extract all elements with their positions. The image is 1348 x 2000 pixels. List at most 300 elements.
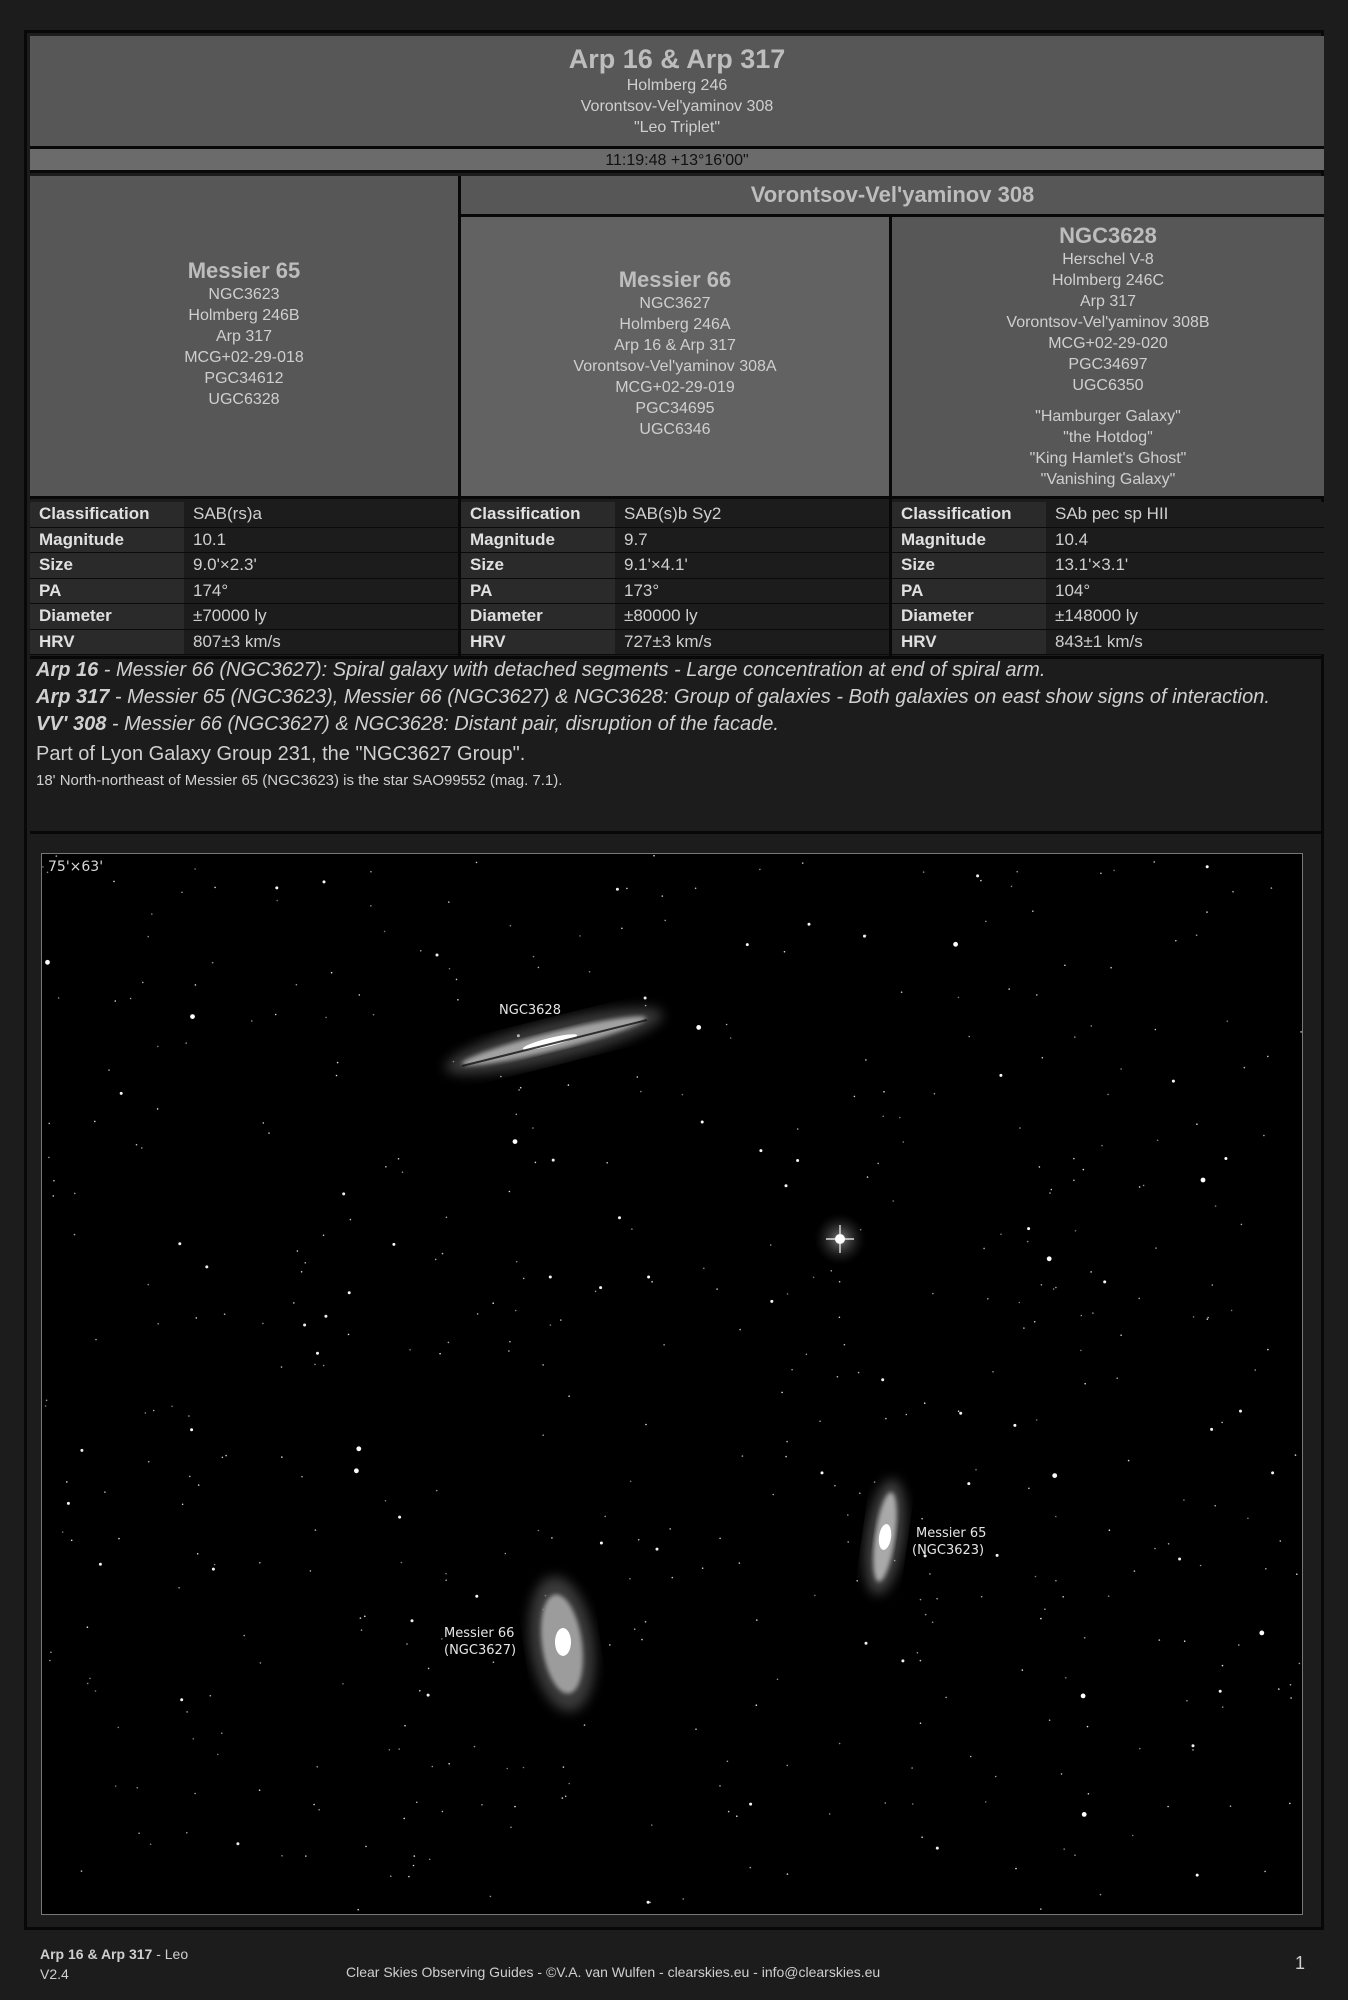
- star: [568, 1084, 570, 1086]
- star: [449, 968, 451, 970]
- property-key: HRV: [461, 629, 615, 655]
- star: [892, 1200, 894, 1202]
- star: [281, 1855, 283, 1857]
- star: [296, 984, 298, 986]
- star: [839, 1281, 841, 1283]
- label-m65-alias: (NGC3623): [912, 1543, 985, 1558]
- star: [359, 994, 361, 996]
- star: [428, 1668, 430, 1670]
- star: [221, 1732, 223, 1734]
- star: [647, 1901, 650, 1904]
- star: [275, 886, 278, 889]
- star: [441, 1638, 443, 1640]
- star: [515, 1310, 517, 1312]
- star: [1015, 1868, 1017, 1870]
- star: [513, 1139, 518, 1144]
- property-key: Diameter: [892, 604, 1046, 630]
- star: [1214, 1505, 1216, 1507]
- star: [970, 1756, 972, 1758]
- star: [638, 1539, 640, 1541]
- star: [516, 1114, 518, 1116]
- property-value: 13.1'×3.1': [1046, 553, 1324, 579]
- table-row: [30, 553, 458, 579]
- star: [276, 900, 278, 902]
- star: [1207, 1318, 1209, 1320]
- star: [435, 1259, 437, 1261]
- star: [157, 1323, 159, 1325]
- star: [1206, 911, 1208, 913]
- star: [325, 1017, 327, 1019]
- galaxy-cell-m66: [461, 217, 889, 496]
- row-divider: [461, 214, 1324, 217]
- star: [859, 1492, 861, 1494]
- star: [885, 1802, 887, 1804]
- star: [682, 1094, 684, 1096]
- star: [604, 1516, 606, 1518]
- star: [350, 1219, 352, 1221]
- star: [373, 1014, 375, 1016]
- star: [695, 888, 697, 890]
- star: [53, 1180, 55, 1182]
- star: [645, 1424, 647, 1426]
- star: [865, 1642, 868, 1645]
- star: [791, 1369, 793, 1371]
- star: [719, 1538, 721, 1540]
- star: [653, 855, 655, 857]
- star: [829, 1813, 831, 1815]
- note-vv308: [36, 711, 1316, 738]
- star: [1159, 1639, 1161, 1641]
- star: [814, 1595, 816, 1597]
- property-value: 9.1'×4.1': [615, 553, 889, 579]
- star: [899, 1117, 901, 1119]
- properties-table-m66: [461, 502, 889, 655]
- star: [770, 1300, 773, 1303]
- star: [448, 1342, 450, 1344]
- star: [108, 1069, 110, 1071]
- star: [281, 1456, 283, 1458]
- star: [1008, 988, 1010, 990]
- star: [305, 1262, 307, 1264]
- row-divider: [30, 496, 1324, 499]
- object-header: [30, 36, 1324, 149]
- star: [1221, 1422, 1223, 1424]
- star: [535, 1162, 537, 1164]
- table-row: [892, 553, 1324, 579]
- property-value: SAb pec sp HII: [1046, 502, 1324, 527]
- galaxy-alias: PGC34697: [1068, 356, 1148, 373]
- star: [568, 1783, 570, 1785]
- star: [1120, 1334, 1122, 1336]
- star: [606, 1162, 608, 1164]
- star: [1110, 967, 1112, 969]
- star: [703, 1268, 705, 1270]
- star: [259, 1562, 261, 1564]
- star: [785, 1456, 787, 1458]
- star: [1153, 861, 1155, 863]
- star: [62, 1531, 64, 1533]
- galaxy-alias: Holmberg 246C: [1051, 272, 1165, 289]
- footer-version: V2.4: [40, 1966, 69, 1982]
- star: [385, 1500, 387, 1502]
- star: [874, 1481, 876, 1483]
- star: [640, 1091, 642, 1093]
- star: [157, 1108, 159, 1110]
- star: [118, 1538, 120, 1540]
- star: [728, 1811, 730, 1813]
- galaxy-alias: UGC6328: [208, 391, 280, 408]
- sky-background: [42, 854, 1302, 1914]
- property-key: PA: [30, 578, 184, 604]
- star: [921, 1836, 923, 1838]
- star: [409, 1349, 411, 1351]
- star: [756, 1704, 758, 1706]
- star: [89, 1678, 91, 1680]
- star: [523, 1278, 525, 1280]
- star: [777, 1679, 779, 1681]
- star: [1200, 1565, 1202, 1567]
- property-key: Size: [892, 553, 1046, 579]
- property-value: ±70000 ly: [184, 604, 458, 630]
- star: [1196, 1874, 1199, 1877]
- field-of-view: 75'×63': [48, 859, 104, 875]
- star: [178, 1587, 180, 1589]
- star: [361, 1629, 363, 1631]
- star: [1264, 1871, 1266, 1873]
- star: [429, 1859, 431, 1861]
- table-row: [892, 578, 1324, 604]
- star: [398, 1158, 400, 1160]
- star: [837, 1376, 839, 1378]
- star: [781, 1392, 783, 1394]
- star: [1103, 1280, 1106, 1283]
- property-key: Classification: [30, 502, 184, 527]
- star: [370, 871, 372, 873]
- star: [448, 1763, 450, 1765]
- table-row: [892, 604, 1324, 630]
- star: [877, 1163, 879, 1165]
- star: [1263, 1135, 1265, 1137]
- star: [268, 1132, 270, 1134]
- star: [1000, 1233, 1002, 1235]
- star: [148, 1284, 150, 1286]
- star: [1155, 1247, 1157, 1249]
- label-m66-name: Messier 66: [444, 1626, 515, 1641]
- star: [784, 951, 786, 953]
- star: [819, 1420, 821, 1422]
- star: [456, 979, 458, 981]
- star: [1116, 1377, 1118, 1379]
- star: [663, 1344, 665, 1346]
- star: [185, 1042, 187, 1044]
- galaxy-alias: MCG+02-29-019: [615, 379, 735, 396]
- star: [1241, 1224, 1243, 1226]
- star: [645, 1621, 647, 1623]
- star: [1055, 1580, 1057, 1582]
- coordinates: 11:19:48 +13°16'00": [30, 149, 1324, 173]
- table-row: [30, 629, 458, 655]
- star: [669, 1528, 671, 1530]
- star: [1210, 1428, 1213, 1431]
- star: [1265, 1568, 1267, 1570]
- star: [936, 1847, 939, 1850]
- property-value: 807±3 km/s: [184, 629, 458, 655]
- star: [481, 1804, 483, 1806]
- property-value: 174°: [184, 578, 458, 604]
- star: [87, 1683, 89, 1685]
- table-row: [30, 578, 458, 604]
- star: [785, 1184, 788, 1187]
- star: [427, 1694, 430, 1697]
- property-value: 727±3 km/s: [615, 629, 889, 655]
- label-m66-alias: (NGC3627): [444, 1643, 517, 1658]
- star: [637, 1076, 639, 1078]
- star: [911, 1767, 913, 1769]
- note-text: - Messier 65 (NGC3623), Messier 66 (NGC3627) & NGC3628: Group of galaxies - Both galaxies on east show signs of interaction.: [109, 686, 1270, 708]
- star: [1063, 1848, 1065, 1850]
- star: [1278, 1688, 1280, 1690]
- star: [1184, 1640, 1186, 1642]
- star: [1055, 1287, 1057, 1289]
- star: [1290, 1684, 1292, 1686]
- property-key: Classification: [892, 502, 1046, 527]
- star: [858, 1372, 860, 1374]
- star: [797, 1128, 799, 1130]
- star: [1296, 1573, 1298, 1575]
- star: [945, 1697, 947, 1699]
- star: [736, 1815, 738, 1817]
- star: [301, 1271, 303, 1273]
- star: [120, 1092, 123, 1095]
- star: [364, 1616, 366, 1618]
- star: [651, 1824, 653, 1826]
- star: [509, 1341, 511, 1343]
- table-row: [892, 629, 1324, 655]
- star: [303, 1324, 306, 1327]
- star: [500, 1076, 502, 1078]
- star: [514, 1806, 516, 1808]
- table-row: [461, 502, 889, 527]
- star: [552, 1159, 555, 1162]
- star: [323, 880, 326, 883]
- note-arp317: [36, 684, 1316, 711]
- property-key: Magnitude: [892, 527, 1046, 553]
- star: [281, 1366, 283, 1368]
- star: [932, 1293, 934, 1295]
- star: [1055, 1516, 1057, 1518]
- star: [148, 1461, 150, 1463]
- star: [672, 1577, 674, 1579]
- property-key: Classification: [461, 502, 615, 527]
- star: [1201, 1178, 1206, 1183]
- footer-title-line: [40, 1944, 188, 1964]
- notes-section: [36, 657, 1316, 792]
- star: [821, 1471, 824, 1474]
- star: [1036, 994, 1038, 996]
- star: [390, 1875, 392, 1877]
- star: [1183, 1499, 1185, 1501]
- star: [1019, 1302, 1021, 1304]
- star: [1074, 1854, 1076, 1856]
- star: [563, 1766, 565, 1768]
- star: [958, 997, 960, 999]
- star: [980, 880, 982, 882]
- star: [505, 1553, 507, 1555]
- star: [1039, 1166, 1041, 1168]
- table-row: [30, 527, 458, 553]
- star: [995, 1776, 997, 1778]
- star: [420, 950, 422, 952]
- star: [398, 1748, 400, 1750]
- star: [1084, 1383, 1086, 1385]
- star: [1108, 1595, 1110, 1597]
- star: [436, 1490, 438, 1492]
- star: [251, 1020, 253, 1022]
- star: [560, 1319, 562, 1321]
- star: [976, 874, 979, 877]
- star: [190, 1014, 195, 1019]
- star: [1080, 1350, 1082, 1352]
- star: [727, 1761, 729, 1763]
- star: [419, 1690, 421, 1692]
- star: [94, 1121, 96, 1123]
- star: [342, 1192, 345, 1195]
- star: [579, 935, 581, 937]
- star: [1267, 1056, 1269, 1058]
- sky-image: [41, 853, 1303, 1915]
- star: [446, 1217, 448, 1219]
- star: [416, 1802, 418, 1804]
- star: [153, 1410, 155, 1412]
- star: [1109, 1529, 1111, 1531]
- star: [629, 1578, 631, 1580]
- star: [912, 1803, 914, 1805]
- star: [510, 925, 512, 927]
- star: [856, 1580, 858, 1582]
- galaxy-alias: Herschel V-8: [1062, 251, 1154, 268]
- star: [58, 997, 60, 999]
- star: [448, 901, 450, 903]
- star: [475, 1595, 478, 1598]
- star: [772, 1494, 774, 1496]
- property-key: Diameter: [30, 604, 184, 630]
- star: [150, 1844, 152, 1846]
- star: [370, 905, 372, 907]
- star: [750, 1867, 752, 1869]
- star: [222, 1457, 224, 1459]
- star: [953, 942, 958, 947]
- property-key: Magnitude: [30, 527, 184, 553]
- page-number: 1: [1295, 1953, 1306, 1973]
- star: [217, 1754, 219, 1756]
- star: [1172, 1080, 1175, 1083]
- star: [770, 1244, 772, 1246]
- star: [445, 1579, 447, 1581]
- note-key: Arp 16: [36, 659, 99, 681]
- star: [787, 1765, 789, 1767]
- star: [1040, 1618, 1042, 1620]
- star: [1222, 1706, 1224, 1708]
- star: [1212, 1284, 1214, 1286]
- star: [1232, 891, 1234, 893]
- star: [1081, 1315, 1083, 1317]
- property-key: Magnitude: [461, 527, 615, 553]
- star: [384, 931, 386, 933]
- star: [1091, 1025, 1093, 1027]
- star: [695, 1728, 697, 1730]
- star: [1049, 1192, 1051, 1194]
- star: [1143, 1185, 1145, 1187]
- property-key: Size: [461, 553, 615, 579]
- star: [662, 895, 664, 897]
- note-key: Arp 317: [36, 686, 110, 708]
- star: [49, 1660, 51, 1662]
- star: [214, 1564, 216, 1566]
- star: [506, 1768, 508, 1770]
- galaxy-name: Messier 65: [187, 258, 301, 283]
- star: [138, 1832, 140, 1834]
- star: [1100, 873, 1102, 875]
- star: [568, 1395, 570, 1397]
- star: [584, 1724, 586, 1726]
- property-key: PA: [892, 578, 1046, 604]
- star: [186, 1832, 188, 1834]
- star: [1168, 1543, 1170, 1545]
- star: [1120, 1068, 1122, 1070]
- star: [523, 1767, 525, 1769]
- star: [1027, 1241, 1029, 1243]
- star: [664, 920, 666, 922]
- star: [1023, 1327, 1025, 1329]
- star: [136, 1787, 138, 1789]
- star: [45, 960, 50, 965]
- galaxy-alias: Holmberg 246A: [619, 316, 731, 333]
- star: [959, 1412, 962, 1415]
- star: [595, 1291, 597, 1293]
- star: [74, 1193, 76, 1195]
- star: [56, 855, 58, 857]
- star: [917, 1652, 919, 1654]
- star: [565, 1796, 567, 1798]
- star: [881, 1378, 884, 1381]
- star: [314, 1364, 316, 1366]
- star: [787, 1873, 789, 1875]
- star: [1019, 1127, 1021, 1129]
- star: [599, 1286, 602, 1289]
- star: [1167, 1806, 1169, 1808]
- star: [518, 1089, 520, 1091]
- galaxy-alias: UGC6346: [639, 421, 711, 438]
- star: [490, 1896, 492, 1898]
- star: [1047, 1256, 1052, 1261]
- star: [1230, 1805, 1232, 1807]
- star: [1196, 934, 1198, 936]
- footer-credits: Clear Skies Observing Guides - ©V.A. van Wulfen - clearskies.eu - info@clearskies.eu: [346, 1964, 881, 1980]
- star: [609, 1644, 611, 1646]
- galaxy-nickname: "Vanishing Galaxy": [1040, 471, 1176, 488]
- label-ngc3628: NGC3628: [499, 1003, 561, 1018]
- star: [188, 1415, 190, 1417]
- star: [318, 1809, 320, 1811]
- star: [1062, 1596, 1064, 1598]
- galaxy-alias: Arp 16 & Arp 317: [614, 337, 736, 354]
- star: [196, 1317, 198, 1319]
- star: [406, 1643, 408, 1645]
- star: [1222, 1665, 1224, 1667]
- star: [808, 923, 811, 926]
- star: [1254, 1369, 1256, 1371]
- star: [118, 1727, 120, 1729]
